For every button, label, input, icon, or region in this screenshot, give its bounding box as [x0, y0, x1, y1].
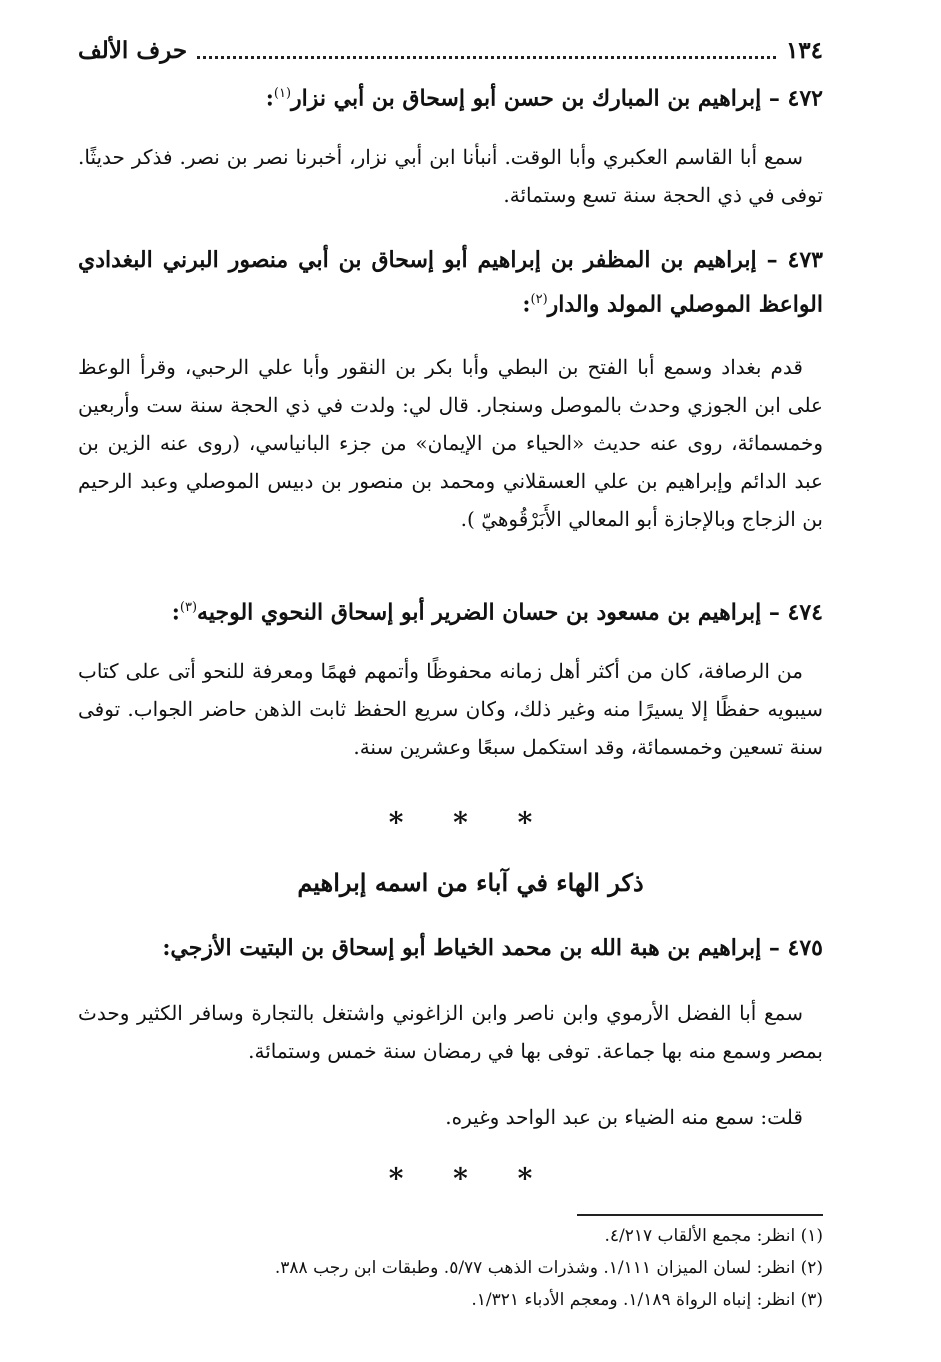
entry-473 [78, 240, 823, 324]
entry-472 [78, 74, 823, 118]
entry-paragraph: قلت: سمع منه الضياء بن عبد الواحد وغيره. [445, 1105, 803, 1129]
footnote-ref[interactable]: (١) [273, 86, 292, 101]
entry-paragraph: سمع أبا الفضل الأرموي وابن ناصر وابن الزاغوني واشتغل بالتجارة وسافر الكثير وحدث بمصر وسمع منه بها جماعة. توفى بها في رمضان سنة خمس وستمائة. [78, 1001, 823, 1063]
page-number: ١٣٤ [785, 36, 823, 64]
entry-heading [78, 588, 823, 632]
entry-heading-text: ٤٧٢ – إبراهيم بن المبارك بن حسن أبو إسحاق بن أبي نزار [291, 85, 823, 112]
footnote-3: (٣) انظر: إنباه الرواة ١/١٨٩. ومعجم الأدباء ١/٣٢١. [471, 1290, 823, 1310]
entry-paragraph: قدم بغداد وسمع أبا الفتح بن البطي وأبا بكر بن النقور وأبا علي الرحبي، وقرأ الوعظ على ابن الجوزي وحدث بالموصل وسنجار. قال لي: ولدت في ذي الحجة سنة ست وأربعين وخمسمائة، روى عنه حديث «الحياء من الإيمان» من جزء البانياسي، (روى عنه الزين بن عبد الدائم وإبراهيم بن علي العسقلاني ومحمد بن منصور بن دبيس الموصلي وعبد الرحيم بن الزجاج وبالإجازة أبو المعالي الأَبَرْقُوهيّ ). [78, 355, 823, 531]
entry-heading [78, 74, 823, 118]
entry-474-body [78, 652, 823, 766]
entry-heading [78, 240, 823, 324]
entry-paragraph: سمع أبا القاسم العكبري وأبا الوقت. أنبأنا ابن أبي نزار، أخبرنا نصر بن نصر. فذكر حديثًا. توفى في ذي الحجة سنة تسع وستمائة. [78, 145, 823, 207]
footnote-2: (٢) انظر: لسان الميزان ١/١١١. وشذرات الذهب ٥/٧٧. وطبقات ابن رجب ٣٨٨. [274, 1258, 823, 1278]
footnote-rule [577, 1214, 823, 1216]
header-dot-leader [197, 42, 776, 59]
entry-473-body [78, 348, 823, 538]
footnote-ref[interactable]: (٣) [179, 600, 198, 615]
entry-heading-text: ٤٧٤ – إبراهيم بن مسعود بن حسان الضرير أبو إسحاق النحوي الوجيه [197, 599, 823, 626]
entry-heading: ٤٧٥ – إبراهيم بن هبة الله بن محمد الخياط أبو إسحاق بن البتيت الأزجي: [162, 935, 823, 961]
footnote-1: (١) انظر: مجمع الألقاب ٤/٢١٧. [604, 1226, 823, 1246]
footnote-ref[interactable]: (٢) [530, 292, 548, 307]
heading-colon: : [265, 85, 274, 112]
separator-stars: * * * [388, 806, 553, 839]
heading-colon: : [171, 599, 180, 626]
section-title: ذكر الهاء في آباء من اسمه إبراهيم [297, 868, 644, 897]
entry-475-note [78, 1098, 823, 1136]
heading-colon: : [522, 291, 531, 318]
separator-stars: * * * [388, 1162, 553, 1195]
entry-474 [78, 588, 823, 632]
chapter-title: حرف الألف [78, 36, 188, 64]
entry-472-body [78, 138, 823, 214]
entry-475 [78, 928, 823, 968]
entry-heading-text: ٤٧٣ – إبراهيم بن المظفر بن إبراهيم أبو إسحاق بن أبي منصور البرني البغدادي الواعظ الموصلي المولد والدار [78, 247, 823, 318]
page-header [78, 30, 823, 70]
entry-paragraph: من الرصافة، كان من أكثر أهل زمانه محفوظًا وأتمهم فهمًا ومعرفة للنحو أتى على كتاب سيبويه حفظًا إلا يسيرًا منه وغير ذلك، وكان سريع الحفظ ثابت الذهن حاضر الجواب. توفى سنة تسعين وخمسمائة، وقد استكمل سبعًا وعشرين سنة. [78, 659, 823, 759]
entry-475-body [78, 994, 823, 1070]
